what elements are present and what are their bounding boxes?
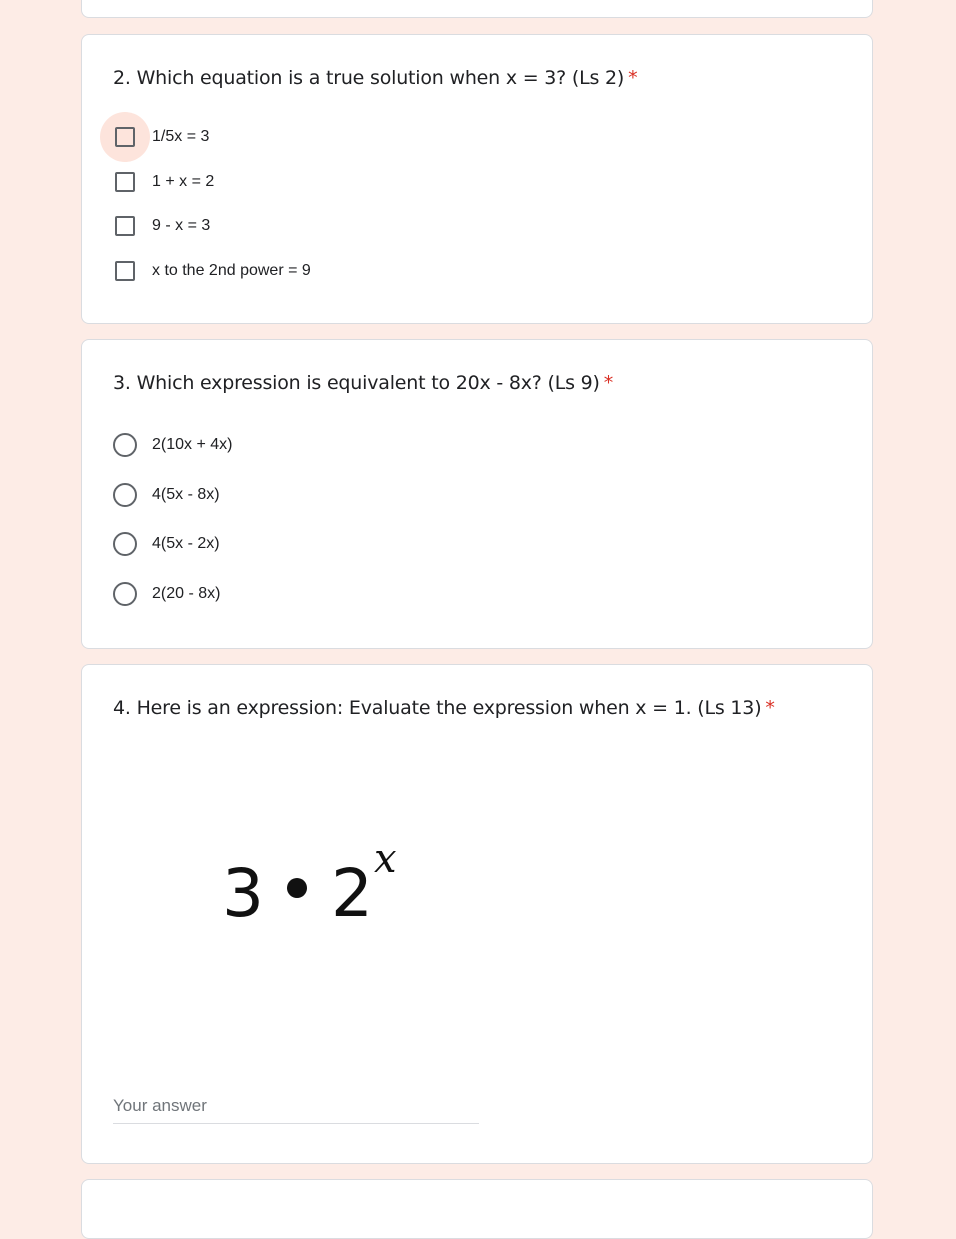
question-card-3 — [81, 339, 873, 649]
required-asterisk: * — [603, 372, 614, 394]
option-label: 2(20 - 8x) — [152, 585, 221, 602]
question-card-2 — [81, 34, 873, 324]
expression-coefficient: 3 — [222, 855, 263, 932]
checkbox-wrapper — [112, 169, 138, 195]
question-card-4 — [81, 664, 873, 1164]
expression-image — [222, 836, 397, 932]
question-title — [113, 67, 637, 89]
option-label: 4(5x - 8x) — [152, 486, 220, 503]
previous-question-card — [81, 0, 873, 18]
radio-wrapper — [112, 531, 138, 557]
radio-wrapper — [112, 432, 138, 458]
radio-button[interactable] — [113, 582, 137, 606]
checkbox-wrapper — [112, 124, 138, 150]
expression-exponent: x — [374, 836, 397, 882]
answer-input[interactable] — [113, 1090, 479, 1124]
radio-button[interactable] — [113, 532, 137, 556]
option-label: 1/5x = 3 — [152, 128, 210, 145]
next-question-card — [81, 1179, 873, 1239]
checkbox-option[interactable] — [112, 211, 210, 241]
radio-button[interactable] — [113, 483, 137, 507]
required-asterisk: * — [628, 67, 638, 89]
option-label: 4(5x - 2x) — [152, 535, 220, 552]
question-title — [113, 372, 613, 394]
checkbox-option[interactable] — [112, 256, 311, 286]
checkbox[interactable] — [115, 172, 135, 192]
radio-wrapper — [112, 581, 138, 607]
checkbox-wrapper — [112, 258, 138, 284]
radio-button[interactable] — [113, 433, 137, 457]
question-title-text: 2. Which equation is a true solution when x = 3? (Ls 2) — [113, 67, 625, 89]
option-label: 9 - x = 3 — [152, 217, 211, 234]
checkbox[interactable] — [115, 127, 135, 147]
checkbox-option[interactable] — [112, 167, 214, 197]
checkbox[interactable] — [115, 261, 135, 281]
expression-base: 2 — [331, 855, 372, 932]
checkbox-option[interactable] — [112, 122, 209, 152]
option-label: 1 + x = 2 — [152, 173, 215, 190]
radio-wrapper — [112, 482, 138, 508]
option-label: x to the 2nd power = 9 — [152, 262, 311, 279]
question-title — [113, 697, 775, 719]
checkbox[interactable] — [115, 216, 135, 236]
multiplication-dot — [287, 878, 307, 898]
radio-option[interactable] — [112, 480, 220, 510]
option-label: 2(10x + 4x) — [152, 436, 233, 453]
question-title-text: 4. Here is an expression: Evaluate the expression when x = 1. (Ls 13) — [113, 697, 762, 719]
checkbox-wrapper — [112, 213, 138, 239]
question-title-text: 3. Which expression is equivalent to 20x - 8x? (Ls 9) — [113, 372, 600, 394]
radio-option[interactable] — [112, 579, 220, 609]
radio-option[interactable] — [112, 430, 232, 460]
required-asterisk: * — [765, 697, 775, 719]
radio-option[interactable] — [112, 529, 220, 559]
